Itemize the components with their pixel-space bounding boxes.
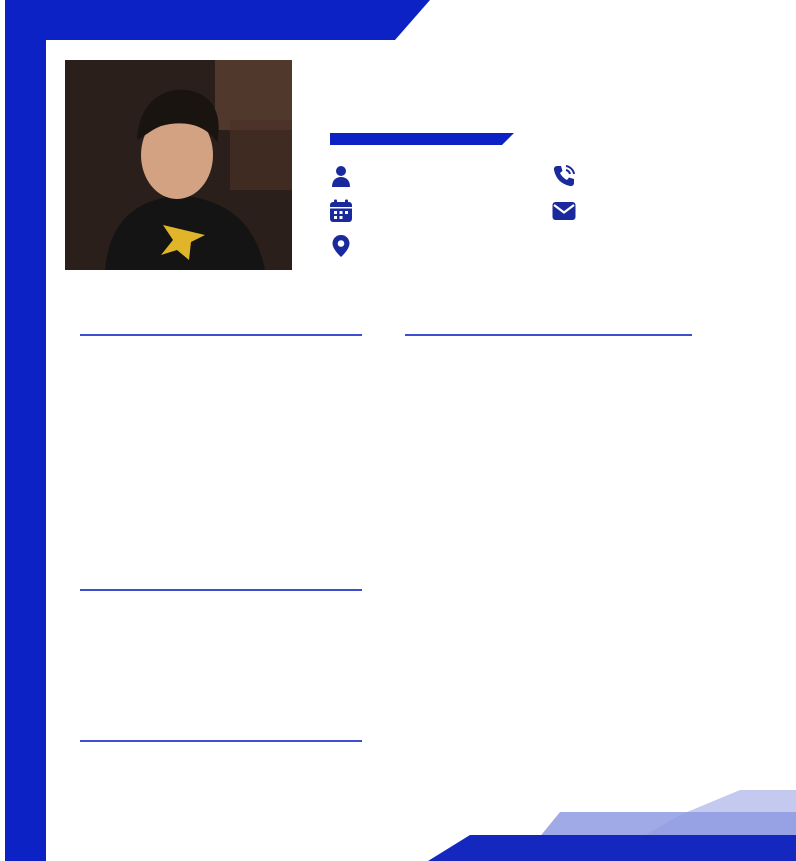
experience-heading	[405, 330, 692, 336]
gender-row	[329, 164, 369, 188]
hobbies-heading	[80, 736, 362, 742]
address-row	[329, 234, 369, 258]
skills-heading	[80, 585, 362, 591]
calendar-icon	[329, 199, 353, 223]
title-underline-bar	[330, 133, 514, 145]
email-row	[552, 199, 592, 223]
profile-photo	[65, 60, 292, 270]
user-icon	[329, 164, 353, 188]
bottom-dark-shape	[428, 835, 796, 861]
objective-heading	[80, 330, 362, 336]
phone-row	[552, 164, 592, 188]
birthday-row	[329, 199, 369, 223]
phone-icon	[552, 164, 576, 188]
portrait-photo	[65, 60, 292, 270]
email-icon	[552, 199, 576, 223]
location-icon	[329, 234, 353, 258]
